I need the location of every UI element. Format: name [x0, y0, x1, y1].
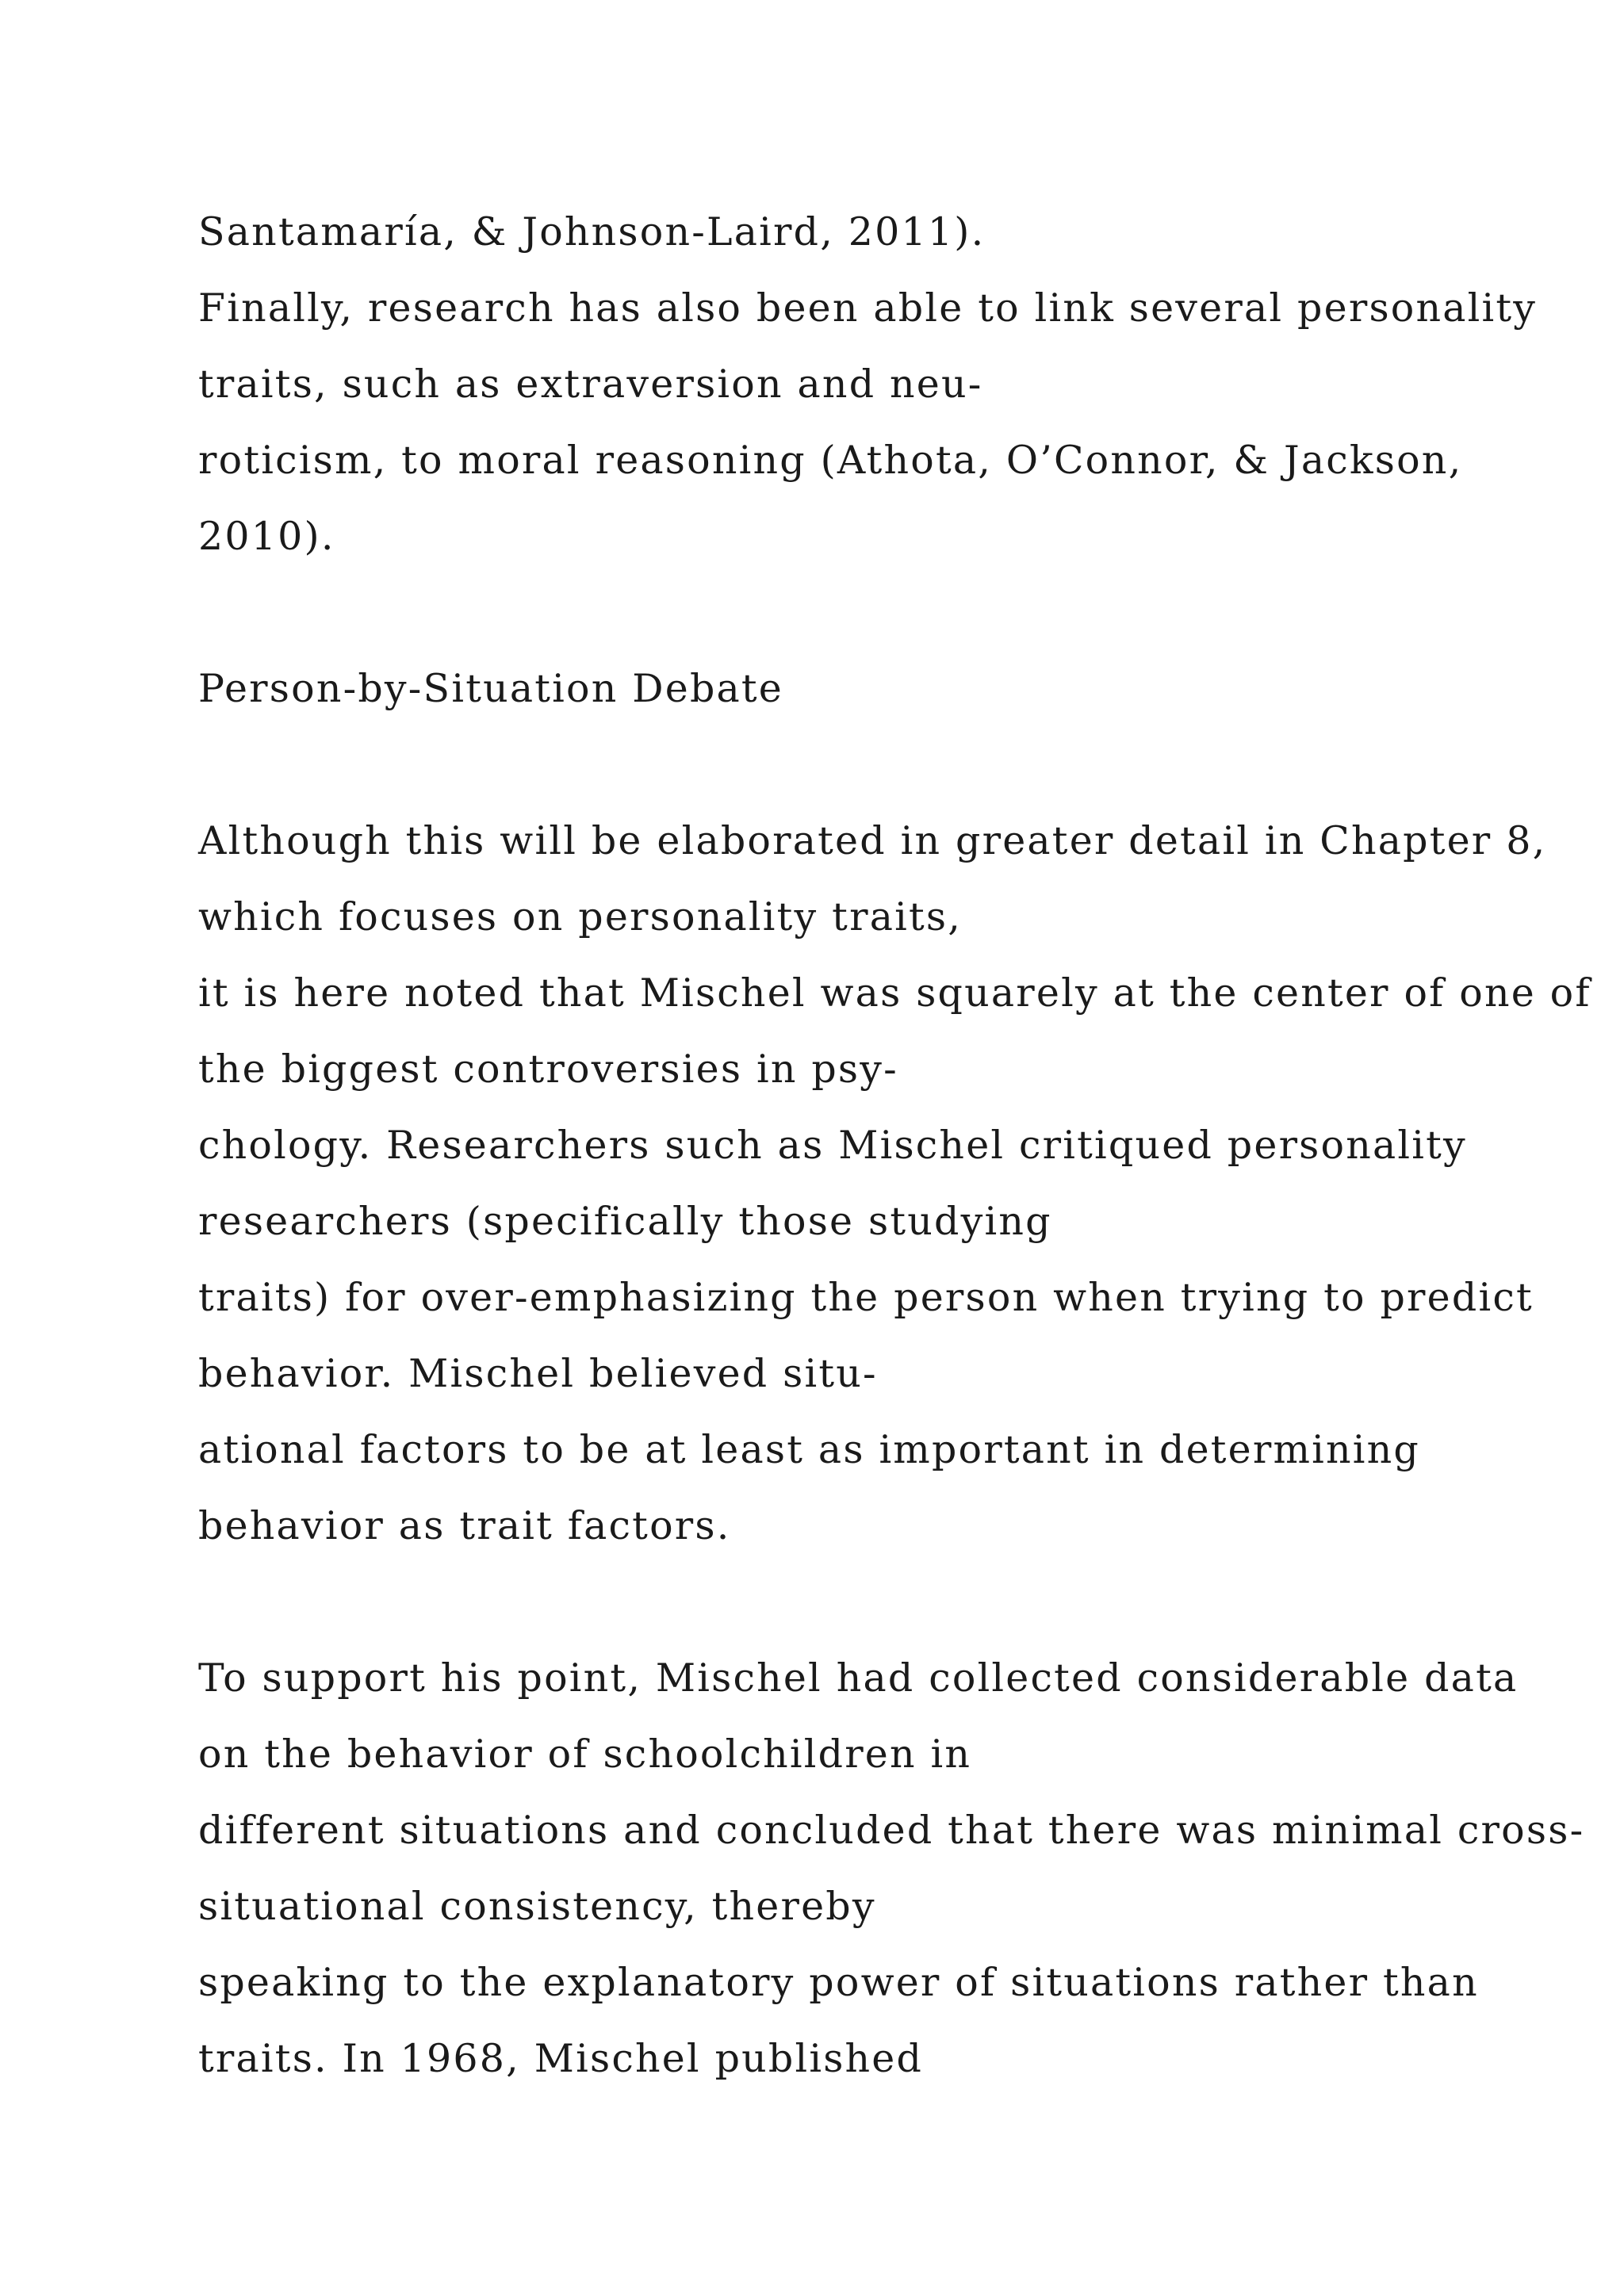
- text-line: traits, such as extraversion and neu-: [198, 362, 983, 407]
- text-line: chology. Researchers such as Mischel critiqued personality: [198, 1123, 1467, 1168]
- blank-line: [198, 727, 1499, 803]
- text-line: To support his point, Mischel had collected considerable data: [198, 1655, 1519, 1701]
- text-line: roticism, to moral reasoning (Athota, O’Connor, & Jackson,: [198, 438, 1463, 483]
- text-line: ational factors to be at least as important in determining: [198, 1427, 1420, 1472]
- text-line: traits. In 1968, Mischel published: [198, 2036, 924, 2081]
- blank-line: [198, 1564, 1499, 1640]
- text-line: traits) for over-emphasizing the person when trying to predict: [198, 1275, 1534, 1320]
- text-line: it is here noted that Mischel was squarely at the center of one of: [198, 970, 1591, 1016]
- text-line: 2010).: [198, 514, 335, 559]
- text-line: Although this will be elaborated in greater detail in Chapter 8,: [198, 818, 1547, 863]
- text-line: behavior. Mischel believed situ-: [198, 1351, 878, 1396]
- text-line: different situations and concluded that there was minimal cross-: [198, 1808, 1585, 1853]
- text-line: Santamaría, & Johnson-Laird, 2011).: [198, 209, 986, 254]
- blank-line: [198, 575, 1499, 651]
- text-line: on the behavior of schoolchildren in: [198, 1732, 972, 1777]
- body-text: [198, 194, 1591, 2097]
- text-line: situational consistency, thereby: [198, 1884, 876, 1929]
- section-heading: Person-by-Situation Debate: [198, 666, 784, 711]
- text-line: behavior as trait factors.: [198, 1503, 731, 1548]
- text-line: researchers (specifically those studying: [198, 1199, 1052, 1244]
- text-line: speaking to the explanatory power of situations rather than: [198, 1960, 1479, 2005]
- text-line: the biggest controversies in psy-: [198, 1047, 898, 1092]
- text-line: Finally, research has also been able to link several personality: [198, 285, 1538, 331]
- text-line: which focuses on personality traits,: [198, 894, 962, 939]
